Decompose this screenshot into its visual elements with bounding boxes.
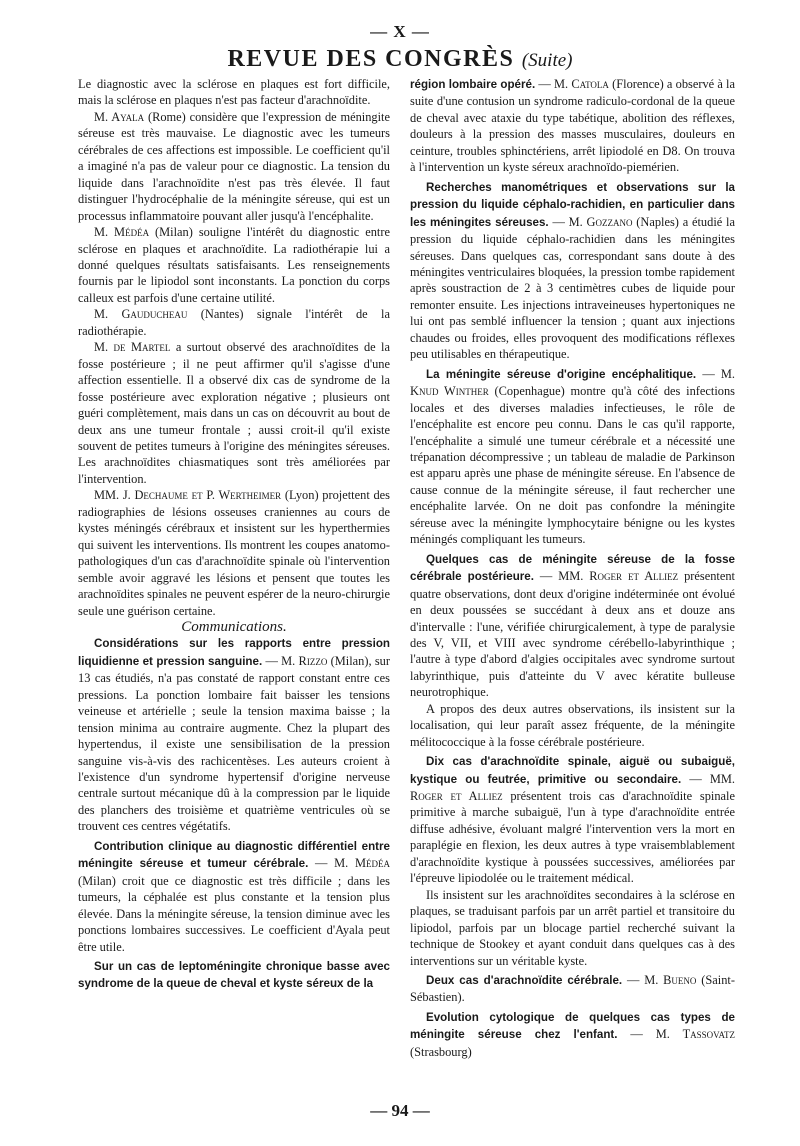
author-name: MM. Roger et Alliez [410, 771, 735, 804]
paper-title: Considérations sur les rapports entre pression liquidienne et pression sanguine. [78, 637, 390, 668]
paper-title: région lombaire opéré. [410, 78, 536, 91]
author-name: M. Médéa [94, 225, 150, 240]
paragraph: Ils insistent sur les arachnoïdites secondaires à la sclérose en plaques, se traduisant parfois par un arrêt partiel et transitoire du lipiodol, parfois par un blocage partiel recherché suivant la technique de Stookey et ayant conduit dans quelques cas à des interventions sur un véritable kyste. [410, 887, 735, 968]
author-name: M. de Martel [94, 340, 171, 355]
paragraph: Deux cas d'arachnoïdite cérébrale. — M. Bueno (Saint-Sébastien). [410, 973, 735, 1005]
roman-page-marker: — X — [370, 22, 430, 41]
paragraph: Recherches manométriques et observations sur la pression du liquide céphalo-rachidien, en particulier dans les méningites séreuses. — M. Gozzano (Naples) a étudié la pression du liquide céphalo-rachidien dans les méningites séreuses. Dans quelques cas, correspondant sans doute à des méningites ventriculaires bloquées, la pression tombe rapidement après soustraction de 2 à 3 centimètres cubes de liquide pour remonter ensuite. Les injections intraveineuses hypertoniques ne lui ont pas semblé influencer la tension ; quant aux injections chaudes ou froides, elles provoquent des modifications réflexes peu utilisables en thérapeutique. [410, 180, 735, 362]
author-name: MM. Roger et Alliez [558, 569, 679, 584]
paper-title: Sur un cas de leptoméningite chronique basse avec syndrome de la queue de cheval et kyste séreux de la [78, 960, 390, 991]
paragraph: M. de Martel a surtout observé des arachnoïdites de la fosse postérieure ; il ne peut affirmer qu'il s'agisse d'une affection essentielle. Il a observé dix cas de syndrome de la fosse postérieure avec exploration négative ; plusieurs ont guéri complètement, mais dans un cas on découvrit au bout de deux ans une tumeur frontale ; aussi croit-il qu'il existe souvent de petites tumeurs à l'origine des méningites séreuses. Les arachnoïdites chiasmatiques sont très améliorées par l'intervention. [78, 340, 390, 486]
header-title: REVUE DES CONGRÈS [227, 46, 515, 72]
paragraph: Evolution cytologique de quelques cas types de méningite séreuse chez l'enfant. — M. Tassovatz (Strasbourg) [410, 1010, 735, 1059]
author-name: M. Knud Winther [410, 366, 735, 399]
left-column [78, 76, 390, 1096]
author-name: M. Gozzano [568, 214, 633, 229]
author-name: M. Catola [554, 77, 609, 91]
author-name: M. Bueno [644, 973, 697, 988]
author-name: M. Rizzo [281, 653, 328, 668]
author-name: M. Gauducheau [94, 307, 188, 322]
page-number: — 94 — [370, 1101, 430, 1120]
paper-title: Evolution cytologique de quelques cas types de méningite séreuse chez l'enfant. [410, 1010, 735, 1042]
header-suite: (Suite) [521, 50, 573, 71]
paper-title: Deux cas d'arachnoïdite cérébrale. [426, 974, 623, 988]
paragraph [78, 958, 390, 993]
section-title: Communications. [181, 618, 287, 635]
paper-title: Recherches manométriques et observations sur la pression du liquide céphalo-rachidien, en particulier dans les méningites séreuses. [410, 180, 735, 229]
paragraph: Dix cas d'arachnoïdite spinale, aiguë ou subaiguë, kystique ou feutrée, primitive ou secondaire. — MM. Roger et Alliez présentent trois cas d'arachnoïdite spinale primitive à marche subaiguë, l'un à type d'arachnoïdite entrée diffuse adhésive, évoluant malgré l'intervention vers la mort en paraplégie en flexion, les deux autres à type vraisemblablement d'arachnoïdite kystique à poussées successives, améliorées par l'épreuve lipiodolée ou le traitement médical. [410, 755, 735, 886]
paragraph: Le diagnostic avec la sclérose en plaques est fort difficile, mais la sclérose en plaques n'est pas facteur d'arachnoïdite. [78, 77, 390, 108]
author-name: M. Médéa [334, 856, 390, 871]
paragraph: MM. J. Dechaume et P. Wertheimer (Lyon) projettent des radiographies de lésions osseuses craniennes au cours de kystes méningés cérébraux et insistent sur les hyperthermies qui suivent les interventions. Ils montrent les coupes anatomo-pathologiques d'un cas d'arachnoïdite spinale où l'intervention semble avoir aggravé les lésions et pensent que toutes les arachnoïdites spinales ne peuvent espérer de la neuro-chirurgie seule une guérison certaine. [78, 488, 390, 618]
paragraph: Contribution clinique au diagnostic différentiel entre méningite séreuse et tumeur cérébrale. — M. Médéa (Milan) croit que ce diagnostic est très difficile ; dans les tumeurs, la céphalée est plus constante et la tension plus élevée. Dans la méningite séreuse, la tension diminue avec les ponctions lombaires successives. Le coefficient d'Ayala peut être utile. [78, 839, 390, 954]
author-name: MM. J. Dechaume et P. Wertheimer [94, 488, 282, 503]
page-header [0, 46, 800, 73]
paragraph: M. Ayala (Rome) considère que l'expression de méningite séreuse est très mauvaise. Le diagnostic avec les tumeurs cérébrales de ces affections est impossible. Le coefficient qu'il a imaginé n'a pas de valeur pour ce diagnostic. La tension du liquide dans l'arachnoïdite n'est pas très élevée. Il faut distinguer l'hydrocéphalie de la méningite séreuse, qui est un processus inflammatoire pouvant aller jusqu'à l'encéphalite. [78, 109, 390, 223]
paragraph: La méningite séreuse d'origine encéphalitique. — M. Knud Winther (Copenhague) montre qu'à côté des infections locales et des diverses maladies infectieuses, le rôle de l'encéphalite est encore peu connu. Dans le cas qu'il rapporte, l'encéphalite a simulé une tumeur cérébrale et a nécessité une trépanation décompressive ; un tableau de maladie de Parkinson est apparu après une phase de méningite séreuse. En l'absence de cause connue de la méningite séreuse, il faut rechercher une encéphalite larvée. On ne doit pas confondre la méningite séreuse avec la méningite lymphocytaire bénigne ou les kystes méningés compliquant les tumeurs. [410, 366, 735, 547]
paper-title: Quelques cas de méningite séreuse de la fosse cérébrale postérieure. [410, 552, 735, 584]
author-name: M. Ayala [94, 109, 145, 124]
paper-title: Contribution clinique au diagnostic différentiel entre méningite séreuse et tumeur cérébrale. [78, 839, 390, 871]
paragraph: M. Médéa (Milan) souligne l'intérêt du diagnostic entre sclérose en plaques et arachnoïdite. La radiothérapie lui a donné quelques résultats satisfaisants. Les renseignements fournis par le lipiodol sont inconstants. La ponction du corps calleux est parfois d'une certaine utilité. [78, 225, 390, 305]
paper-title: Dix cas d'arachnoïdite spinale, aiguë ou subaiguë, kystique ou feutrée, primitive ou secondaire. [410, 755, 735, 786]
paragraph: M. Gauducheau (Nantes) signale l'intérêt de la radiothérapie. [78, 307, 390, 338]
paragraph: Quelques cas de méningite séreuse de la fosse cérébrale postérieure. — MM. Roger et Alliez présentent quatre observations, dont deux d'origine indéterminée ont évolué en deux poussées se succédant à deux ans et douze ans d'intervalle : l'une, vérifiée chirurgicalement, à type de paralysie des V, VII, et VIII avec syndrome cérébello-labyrinthique ; l'autre à type d'abord d'algies occipitales avec syndrome surtout labyrinthique, puis d'atteinte du V avec kératite bulleuse neurotrophique. [410, 552, 735, 700]
author-name: M. Tassovatz [655, 1027, 735, 1042]
paragraph: région lombaire opéré. — M. Catola (Florence) a observé à la suite d'une contusion un syndrome radiculo-cordonal de la queue de cheval avec ataxie du type tabétique, abolition des réflexes, douleurs à la pression des masses musculaires, douleurs en ceinture, troubles sphinctériens, arrêt lipiodolé en D8. On trouva à l'intervention un kyste séreux arachnoïdo-piemérien. [410, 77, 735, 175]
paragraph: Considérations sur les rapports entre pression liquidienne et pression sanguine. — M. Rizzo (Milan), sur 13 cas étudiés, n'a pas constaté de rapport constant entre ces pressions. La ponction lombaire fait baisser les tensions veineuse et artérielle ; seule la tension maxima baisse ; la tension minima au contraire augmente. Chez la plupart des hypertendus, il existe une sensibilisation de la pression sanguine vis-à-vis des rachicentèses. Les auteurs croient à l'existence d'un syndrome hypertensif d'origine nerveuse centrale surtout mécanique dû à la compression par le liquide des planchers des troisième et quatrième ventricules où se trouvent ces centres végétatifs. [78, 637, 390, 834]
paper-title: La méningite séreuse d'origine encéphalitique. [426, 367, 697, 381]
right-column [410, 76, 735, 1096]
paragraph: A propos des deux autres observations, ils insistent sur la localisation, qui leur paraît assez fréquente, de la méningite mélitococcique à la fosse cérébrale postérieure. [410, 701, 735, 749]
